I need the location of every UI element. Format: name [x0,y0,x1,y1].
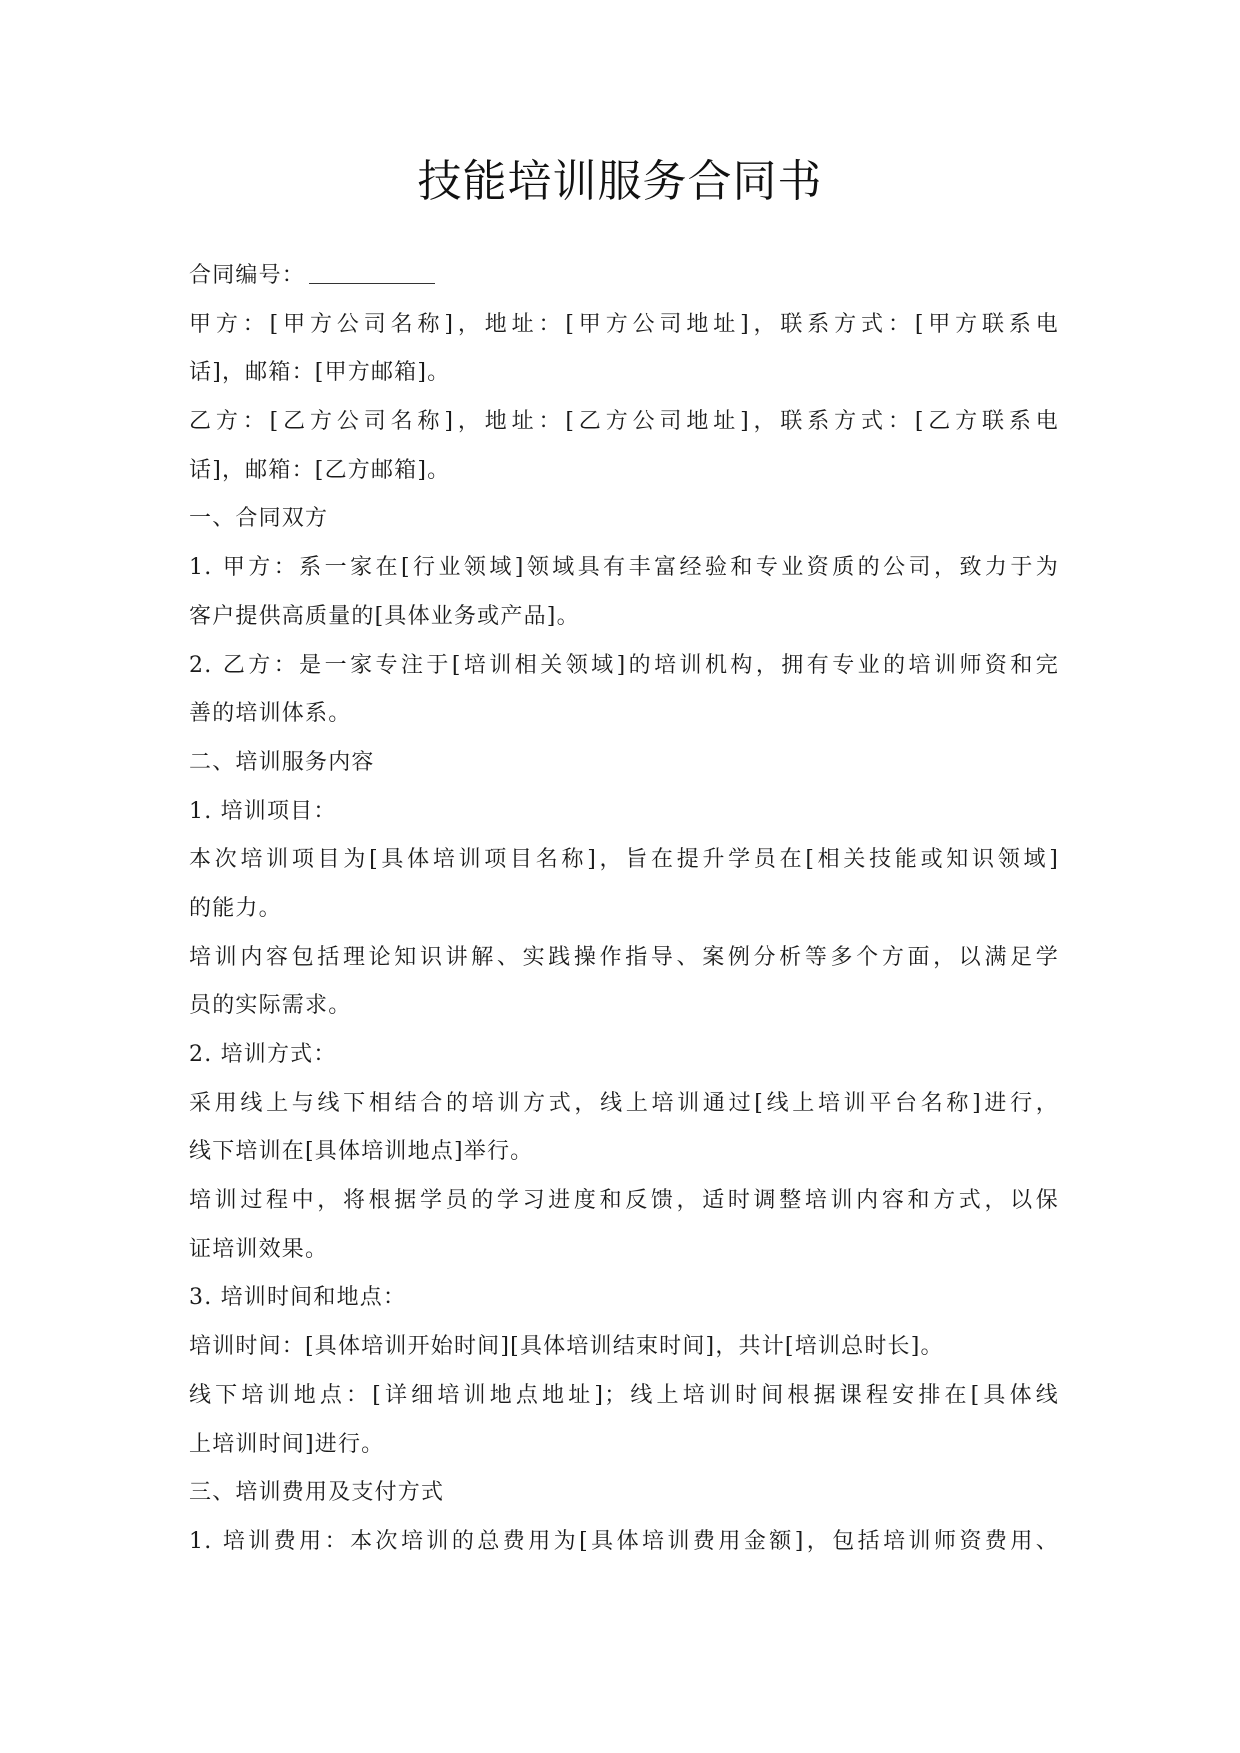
subsection-heading: 1. 培训项目： [189,798,337,824]
contract-number-blank [309,263,435,284]
paragraph-line: 采用线上与线下相结合的培训方式，线上培训通过[线上培训平台名称]进行， [189,1090,1059,1116]
paragraph-line: 员的实际需求。 [189,993,352,1019]
subsection-heading: 2. 培训方式： [189,1042,337,1067]
section-heading-2: 二、培训服务内容 [189,749,375,775]
party-a-line-1: 甲方：[甲方公司名称]，地址：[甲方公司地址]，联系方式：[甲方联系电 [189,311,1059,337]
paragraph-line: 培训过程中，将根据学员的学习进度和反馈，适时调整培训内容和方式，以保 [189,1188,1059,1214]
contract-number-line [189,252,1059,301]
paragraph-line: 善的培训体系。 [189,701,352,727]
paragraph-line: 证培训效果。 [189,1236,329,1262]
paragraph-line: 线下培训在[具体培训地点]举行。 [189,1139,534,1165]
section-heading-3: 三、培训费用及支付方式 [189,1480,445,1506]
paragraph-line: 2. 乙方：是一家专注于[培训相关领域]的培训机构，拥有专业的培训师资和完 [189,652,1059,678]
paragraph-line: 本次培训项目为[具体培训项目名称]，旨在提升学员在[相关技能或知识领域] [189,847,1059,873]
document-title: 技能培训服务合同书 [417,156,823,207]
contract-number-label: 合同编号： [189,263,306,288]
paragraph-line: 客户提供高质量的[具体业务或产品]。 [189,603,580,629]
party-b-line-1: 乙方：[乙方公司名称]，地址：[乙方公司地址]，联系方式：[乙方联系电 [189,409,1059,435]
paragraph-line: 上培训时间]进行。 [189,1431,385,1457]
party-b-line-2: 话]，邮箱：[乙方邮箱]。 [189,457,451,483]
party-a-line-2: 话]，邮箱：[甲方邮箱]。 [189,360,451,386]
section-heading-1: 一、合同双方 [189,506,329,532]
document-body [189,252,1059,1567]
paragraph-line: 的能力。 [189,895,282,921]
paragraph-line: 培训内容包括理论知识讲解、实践操作指导、案例分析等多个方面，以满足学 [189,944,1059,970]
subsection-heading: 3. 培训时间和地点： [189,1285,407,1311]
paragraph-line: 1. 培训费用：本次培训的总费用为[具体培训费用金额]，包括培训师资费用、 [189,1528,1059,1554]
paragraph-line: 1. 甲方：系一家在[行业领域]领域具有丰富经验和专业资质的公司，致力于为 [189,555,1059,581]
paragraph-line: 线下培训地点：[详细培训地点地址]；线上培训时间根据课程安排在[具体线 [189,1382,1059,1408]
paragraph-line: 培训时间：[具体培训开始时间][具体培训结束时间]，共计[培训总时长]。 [189,1334,944,1360]
